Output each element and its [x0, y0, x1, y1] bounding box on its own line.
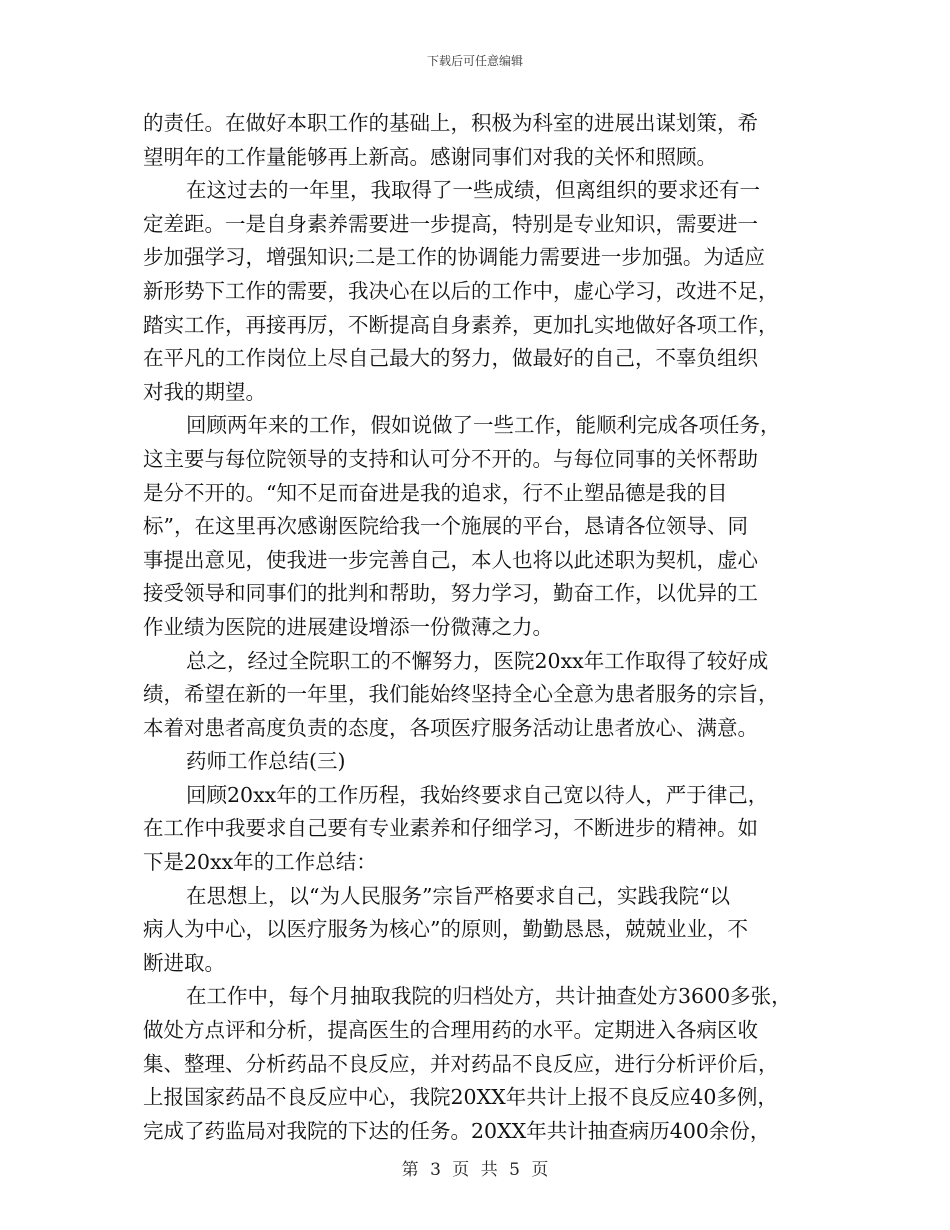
text-line: 标”，在这里再次感谢医院给我一个施展的平台，恳请各位领导、同 — [143, 514, 748, 539]
text-line: 定差距。一是自身素养需要进一步提高，特别是专业知识，需要进一 — [143, 211, 758, 236]
text-line: 在工作中，每个月抽取我院的归档处方，共计抽查处方3600多张， — [186, 984, 792, 1009]
text-line: 药师工作总结(三) — [186, 749, 346, 774]
text-line: 在思想上，以“为人民服务”宗旨严格要求自己，实践我院“以 — [186, 883, 730, 908]
text-line: 断进取。 — [143, 950, 225, 975]
text-line: 本着对患者高度负责的态度，各项医疗服务活动让患者放心、满意。 — [143, 715, 758, 740]
text-line: 上报国家药品不良反应中心，我院20XX年共计上报不良反应40多例， — [143, 1085, 778, 1110]
text-line: 踏实工作，再接再厉，不断提高自身素养，更加扎实地做好各项工作， — [143, 312, 779, 337]
text-line: 病人为中心，以医疗服务为核心”的原则，勤勤恳恳，兢兢业业，不 — [143, 917, 748, 942]
document-body — [143, 107, 813, 1148]
text-line: 事提出意见，使我进一步完善自己，本人也将以此述职为契机，虚心 — [143, 547, 758, 572]
text-line: 步加强学习，增强知识;二是工作的协调能力需要进一步加强。为适应 — [143, 245, 765, 270]
text-line: 在这过去的一年里，我取得了一些成绩，但离组织的要求还有一 — [186, 178, 760, 203]
text-line: 的责任。在做好本职工作的基础上，积极为科室的进展出谋划策，希 — [143, 111, 758, 135]
text-line: 下是20xx年的工作总结： — [143, 850, 377, 875]
text-line: 做处方点评和分析，提高医生的合理用药的水平。定期进入各病区收 — [143, 1018, 758, 1043]
text-line: 回顾两年来的工作，假如说做了一些工作，能顺利完成各项任务， — [186, 413, 781, 438]
text-line: 对我的期望。 — [143, 379, 266, 404]
text-line: 完成了药监局对我院的下达的任务。20XX年共计抽查病历400余份， — [143, 1118, 771, 1143]
text-line: 集、整理、分析药品不良反应，并对药品不良反应，进行分析评价后， — [143, 1051, 779, 1076]
text-line: 在平凡的工作岗位上尽自己最大的努力，做最好的自己，不辜负组织 — [143, 346, 758, 371]
text-line: 望明年的工作量能够再上新高。感谢同事们对我的关怀和照顾。 — [143, 144, 717, 169]
text-line: 是分不开的。“知不足而奋进是我的追求，行不止塑品德是我的目 — [143, 480, 728, 505]
text-line: 在工作中我要求自己要有专业素养和仔细学习，不断进步的精神。如 — [143, 816, 758, 841]
text-line: 这主要与每位院领导的支持和认可分不开的。与每位同事的关怀帮助 — [143, 446, 758, 471]
text-line: 接受领导和同事们的批判和帮助，努力学习，勤奋工作，以优异的工 — [143, 581, 758, 606]
text-line: 回顾20xx年的工作历程，我始终要求自己宽以待人，严于律己， — [186, 782, 769, 807]
text-line: 绩，希望在新的一年里，我们能始终坚持全心全意为患者服务的宗旨， — [143, 682, 779, 707]
text-line: 新形势下工作的需要，我决心在以后的工作中，虚心学习，改进不足， — [143, 278, 779, 303]
page-number-footer: 第 3 页 共 5 页 — [401, 1160, 549, 1180]
text-line: 作业绩为医院的进展建设增添一份微薄之力。 — [143, 614, 553, 639]
text-line: 总之，经过全院职工的不懈努力，医院20xx年工作取得了较好成 — [186, 648, 769, 673]
page-header: 下载后可任意编辑 — [426, 54, 523, 68]
